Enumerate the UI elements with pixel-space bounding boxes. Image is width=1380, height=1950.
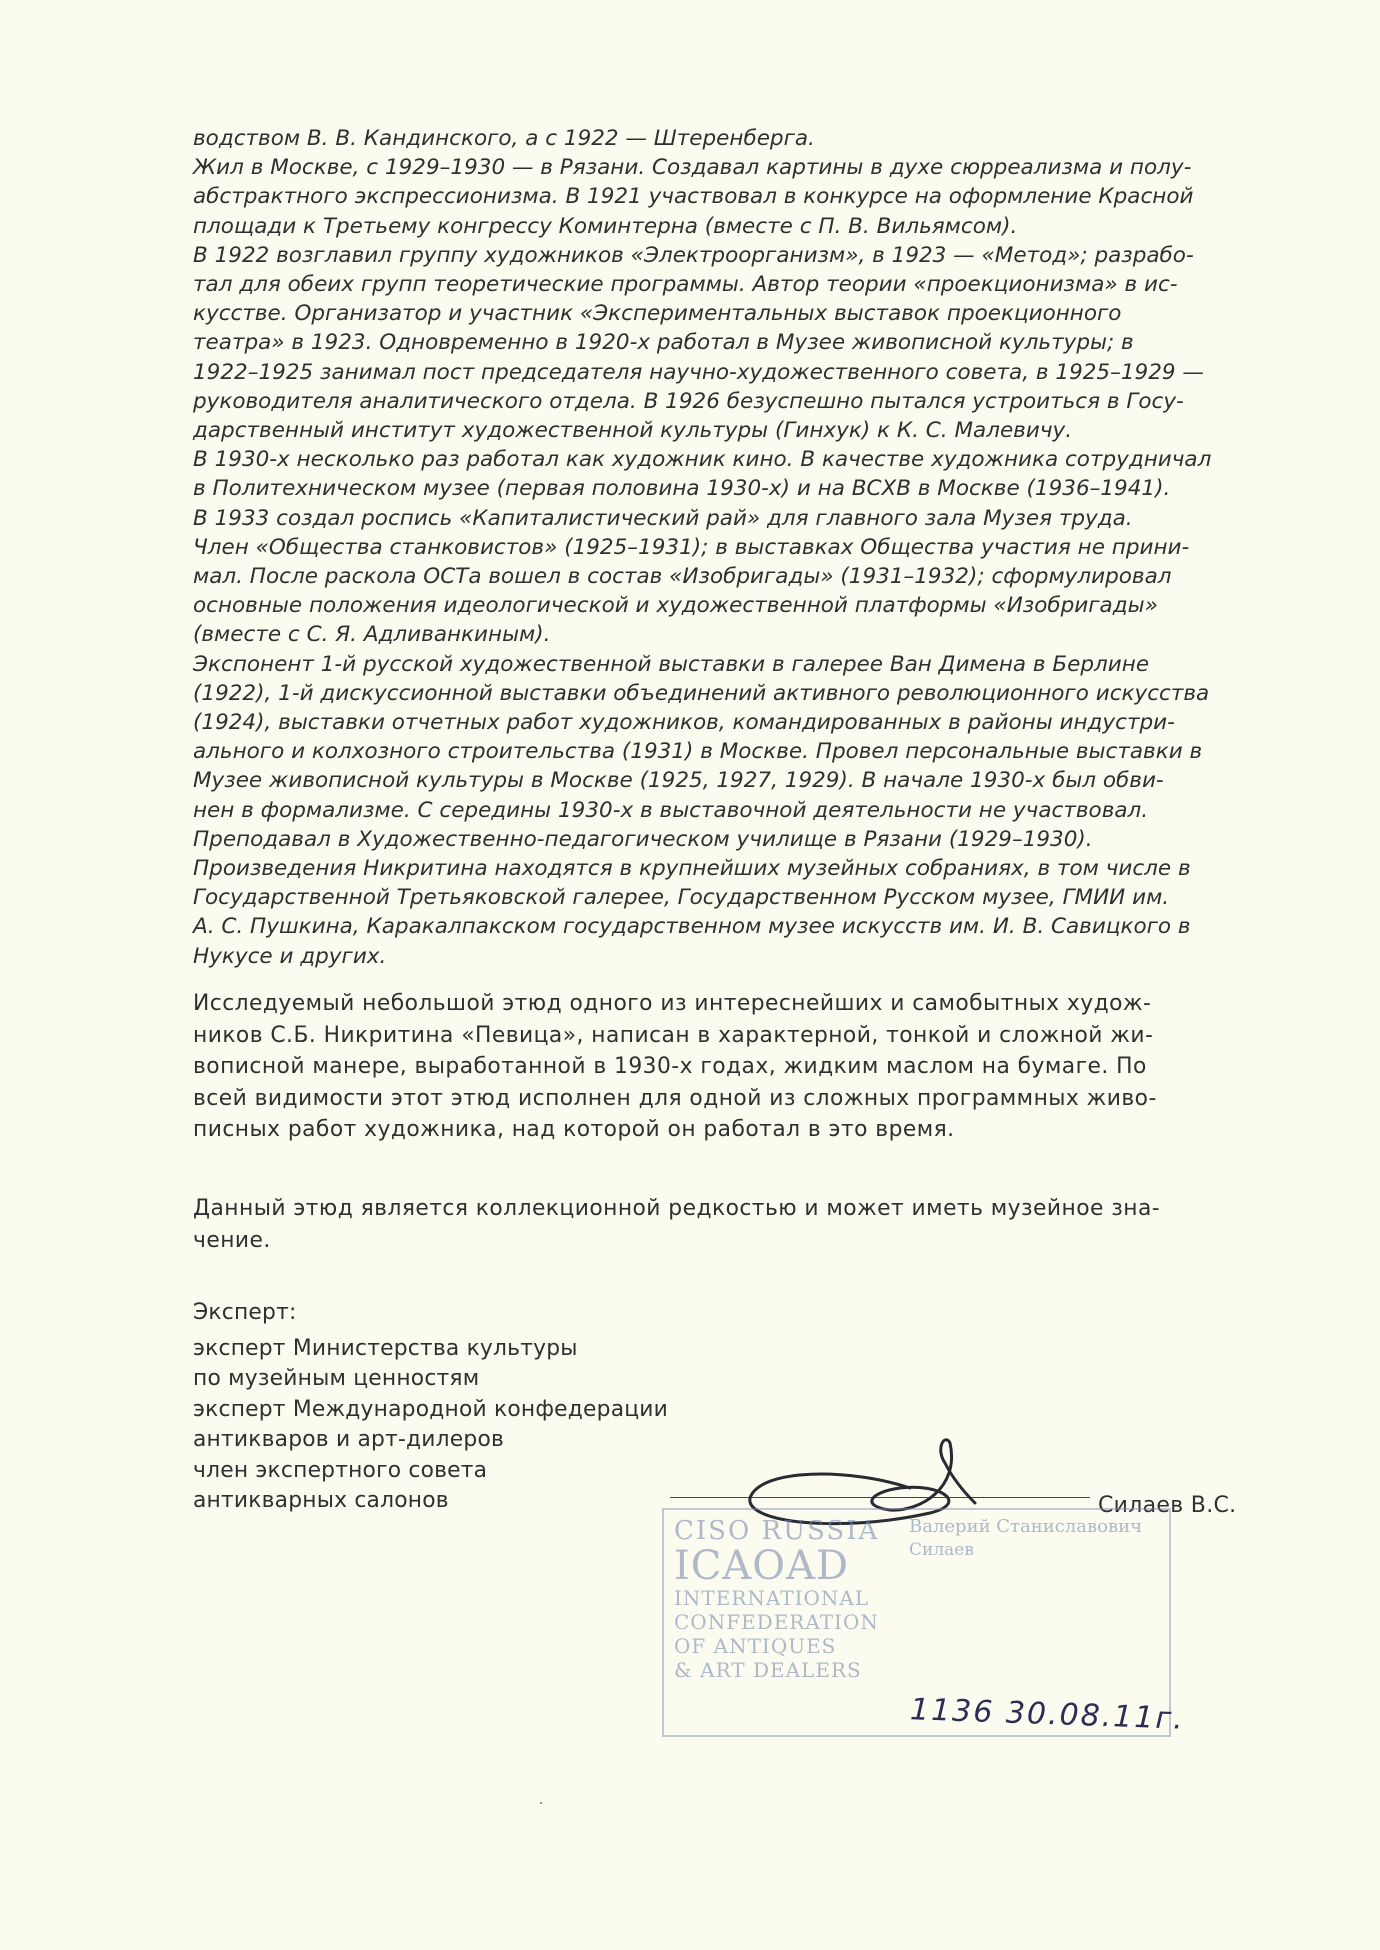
- biography-line: абстрактного экспрессионизма. В 1921 участвовал в конкурсе на оформление Красной: [193, 184, 1194, 210]
- biography-line: А. С. Пушкина, Каракалпакском государственном музее искусств им. И. В. Савицкого в: [193, 914, 1191, 940]
- biography-line: площади к Третьему конгрессу Коминтерна (вместе с П. В. Вильямсом).: [193, 213, 1018, 239]
- expert-title-line: по музейным ценностям: [193, 1366, 480, 1391]
- biography-text: [193, 124, 1293, 971]
- biography-line: ального и колхозного строительства (1931) в Москве. Провел персональные выставки в: [193, 739, 1203, 765]
- biography-line: Член «Общества станковистов» (1925–1931); в выставках Общества участия не прини-: [193, 534, 1190, 560]
- analysis-line: всей видимости этот этюд исполнен для одной из сложных программных живо-: [193, 1085, 1157, 1111]
- biography-line: тал для обеих групп теоретические программы. Автор теории «проекционизма» в ис-: [193, 272, 1178, 298]
- biography-line: Экспонент 1-й русской художественной выставки в галерее Ван Димена в Берлине: [193, 651, 1150, 677]
- expert-heading: Эксперт:: [193, 1300, 297, 1325]
- analysis-line: ников С.Б. Никритина «Певица», написан в характерной, тонкой и сложной жи-: [193, 1022, 1154, 1048]
- expert-title-line: эксперт Международной конфедерации: [193, 1396, 669, 1422]
- biography-line: Музее живописной культуры в Москве (1925, 1927, 1929). В начале 1930-х был обви-: [193, 768, 1164, 794]
- analysis-paragraph: [193, 988, 1293, 1146]
- handwritten-number-date: 1136 30.08.11г.: [909, 1692, 1186, 1737]
- stamp-org-line: OF ANTIQUES: [674, 1634, 837, 1658]
- biography-line: (1924), выставки отчетных работ художников, командированных в районы индустри-: [193, 710, 1175, 736]
- biography-line: (1922), 1-й дискуссионной выставки объединений активного революционного искусства: [193, 680, 1210, 706]
- biography-line: основные положения идеологической и художественной платформы «Изобригады»: [193, 593, 1158, 619]
- expert-title-line: антикваров и арт-дилеров: [193, 1427, 505, 1452]
- analysis-line: писных работ художника, над которой он работал в это время.: [193, 1117, 955, 1142]
- biography-line: руководителя аналитического отдела. В 1926 безуспешно пытался устроиться в Госу-: [193, 388, 1184, 414]
- stamp-logo: [674, 1516, 899, 1682]
- biography-line: Государственной Третьяковской галерее, Государственном Русском музее, ГМИИ им.: [193, 885, 1170, 911]
- biography-line: мал. После раскола ОСТа вошел в состав «Изобригады» (1931–1932); сформулировал: [193, 564, 1172, 590]
- biography-line: В 1922 возглавил группу художников «Электроорганизм», в 1923 — «Метод»; разрабо-: [193, 242, 1194, 268]
- conclusion-line: чение.: [193, 1227, 271, 1253]
- expert-titles: [193, 1334, 668, 1517]
- expert-block: [193, 1298, 668, 1517]
- biography-line: В 1933 создал роспись «Капиталистический рай» для главного зала Музея труда.: [193, 505, 1133, 531]
- expert-title-line: член экспертного совета: [193, 1457, 488, 1483]
- biography-line: Преподавал в Художественно-педагогическом училище в Рязани (1929–1930).: [193, 826, 1093, 852]
- biography-line: (вместе с С. Я. Адливанкиным).: [193, 622, 551, 648]
- stamp-org-line: ICAOAD: [674, 1543, 850, 1589]
- expert-title-line: эксперт Министерства культуры: [193, 1335, 578, 1361]
- expert-title-line: антикварных салонов: [193, 1488, 449, 1513]
- biography-line: Произведения Никритина находятся в крупнейших музейных собраниях, в том числе в: [193, 856, 1191, 882]
- biography-line: водством В. В. Кандинского, а с 1922 — Штеренберга.: [193, 126, 815, 151]
- analysis-line: Исследуемый небольшой этюд одного из интереснейших и самобытных худож-: [193, 991, 1152, 1016]
- biography-line: Нукусе и других.: [193, 943, 387, 969]
- expert-name: Силаев В.С.: [1098, 1493, 1237, 1518]
- stamp-person-surname: Силаев: [909, 1540, 974, 1560]
- conclusion-line: Данный этюд является коллекционной редкостью и может иметь музейное зна-: [193, 1196, 1161, 1221]
- biography-line: театра» в 1923. Одновременно в 1920-х работал в Музее живописной культуры; в: [193, 330, 1134, 356]
- biography-line: нен в формализме. С середины 1930-х в выставочной деятельности не участвовал.: [193, 797, 1149, 823]
- stamp-org-line: & ART DEALERS: [674, 1658, 862, 1682]
- biography-line: В 1930-х несколько раз работал как художник кино. В качестве художника сотрудничал: [193, 447, 1212, 473]
- stamp-org-line: CONFEDERATION: [674, 1610, 879, 1634]
- stamp-details: [909, 1516, 1164, 1562]
- biography-line: кусстве. Организатор и участник «Экспериментальных выставок проекционного: [193, 301, 1122, 327]
- biography-line: 1922–1925 занимал пост председателя научно-художественного совета, в 1925–1929 —: [193, 359, 1204, 385]
- biography-line: дарственный институт художественной культуры (Гинхук) к К. С. Малевичу.: [193, 418, 1073, 444]
- analysis-line: вописной манере, выработанной в 1930-х годах, жидким маслом на бумаге. По: [193, 1054, 1147, 1079]
- biography-line: в Политехническом музее (первая половина 1930-х) и на ВСХВ в Москве (1936–1941).: [193, 476, 1171, 502]
- stamp-org-line: INTERNATIONAL: [674, 1586, 870, 1610]
- speck: [540, 1802, 542, 1804]
- stamp-org-line: CISO RUSSIA: [674, 1516, 880, 1546]
- biography-line: Жил в Москве, с 1929–1930 — в Рязани. Создавал картины в духе сюрреализма и полу-: [193, 155, 1192, 181]
- conclusion-paragraph: [193, 1193, 1293, 1256]
- stamp-person-name: Валерий Станиславович: [909, 1516, 1142, 1537]
